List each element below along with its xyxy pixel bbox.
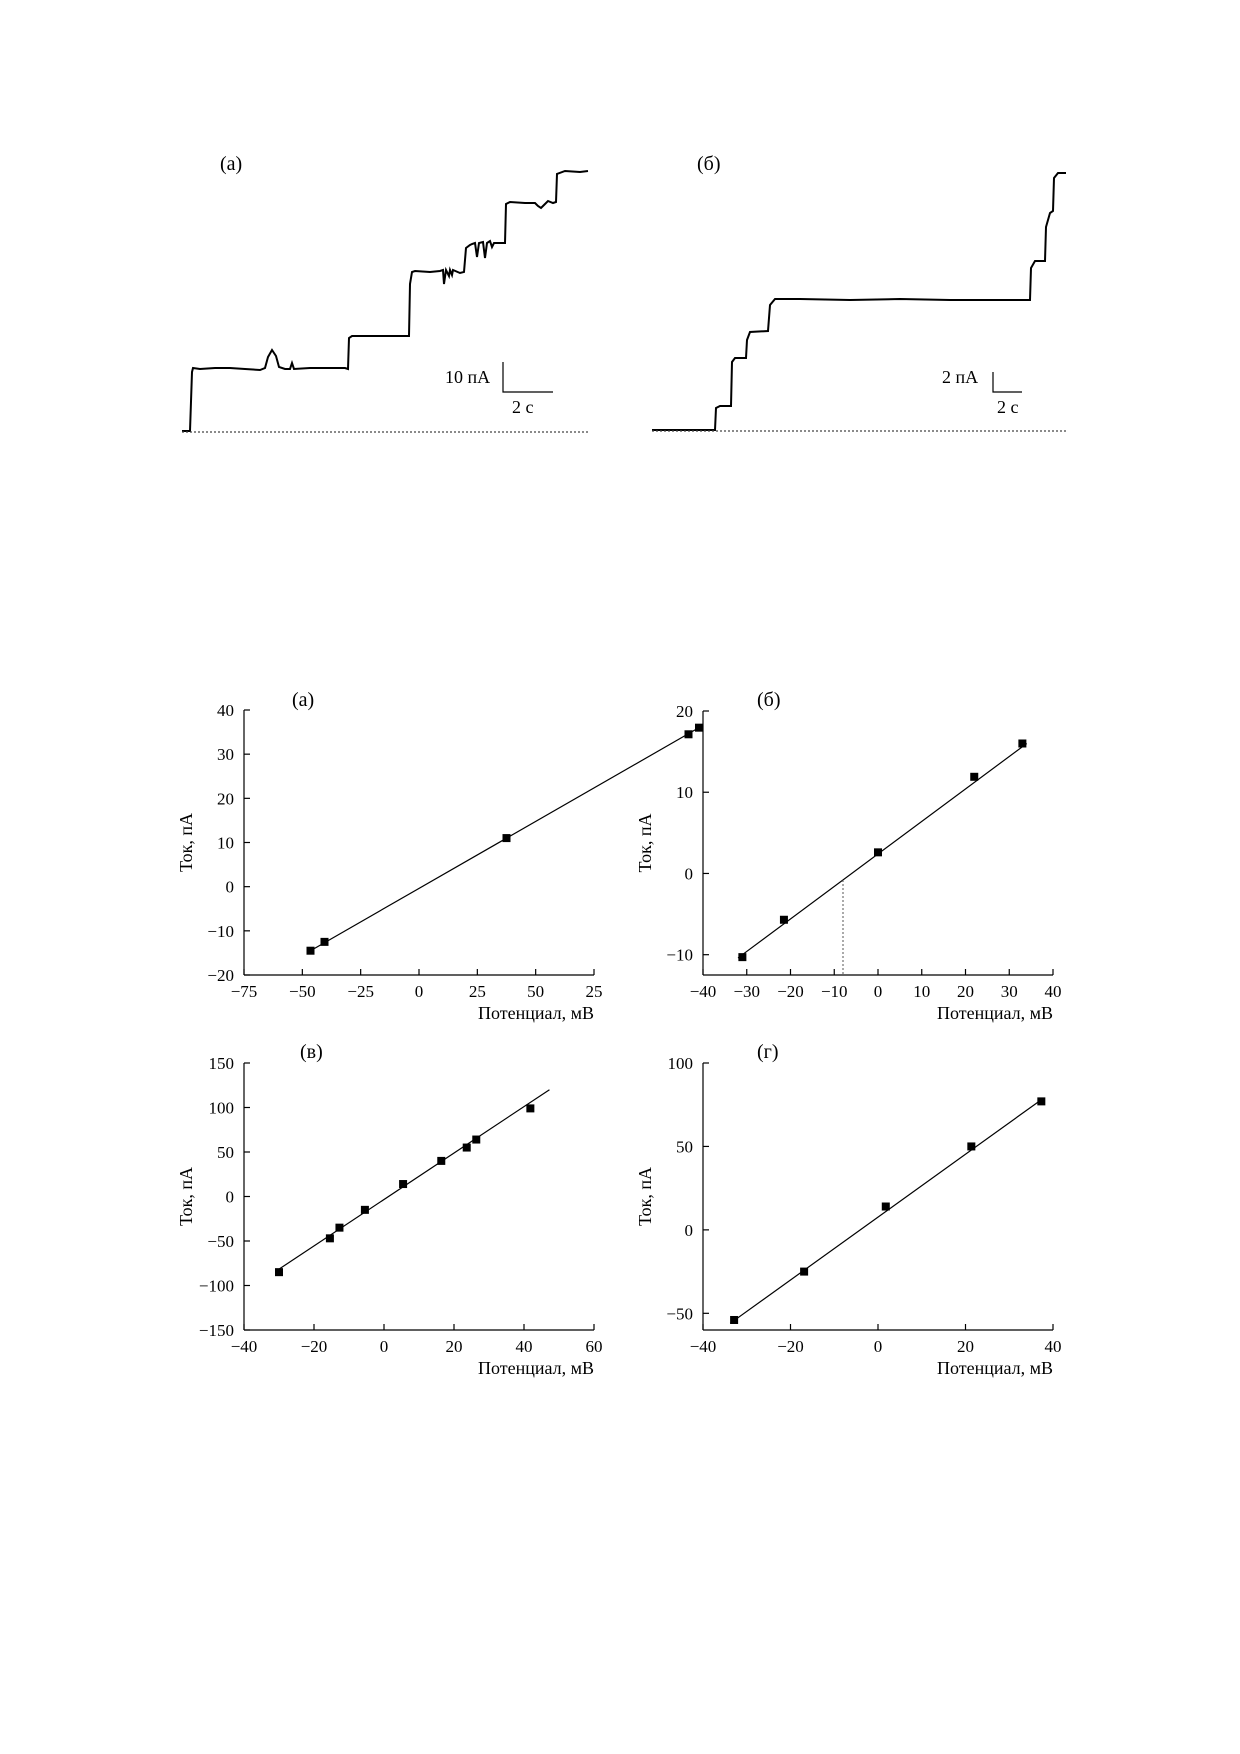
iv-chart-d — [635, 1041, 1062, 1378]
chart-3-x-tick-label: 0 — [873, 1337, 883, 1356]
chart-3-y-label: Ток, пА — [635, 1166, 655, 1227]
chart-2-data-point — [399, 1180, 407, 1188]
trace-a-scale-bar — [503, 362, 553, 392]
chart-0-panel-label: (а) — [292, 689, 315, 711]
trace-b-scale-bar — [993, 372, 1022, 392]
chart-3-x-tick-label: −20 — [777, 1337, 804, 1356]
chart-0-y-tick-label: 40 — [217, 701, 234, 720]
chart-3-data-point — [882, 1203, 890, 1211]
chart-3-y-tick-label: 100 — [667, 1054, 693, 1073]
chart-2-data-point — [472, 1136, 480, 1144]
trace-a-scale-current: 10 пА — [445, 367, 491, 387]
chart-0-x-tick-label: 25 — [468, 982, 486, 1001]
chart-1-data-point — [970, 773, 978, 781]
chart-0-y-label: Ток, пА — [176, 812, 196, 873]
chart-2-data-point — [361, 1206, 369, 1214]
chart-2-x-tick-label: 0 — [379, 1337, 389, 1356]
chart-1-fit-line — [738, 743, 1027, 957]
iv-chart-b — [635, 689, 1062, 1023]
chart-2-y-tick-label: 100 — [208, 1098, 234, 1118]
chart-0-y-tick-label: −10 — [207, 921, 234, 941]
chart-3-y-tick-label: −50 — [666, 1304, 693, 1324]
chart-3-y-tick-label: 50 — [676, 1137, 693, 1157]
chart-2-x-tick-label: 20 — [445, 1337, 463, 1356]
chart-2-data-point — [335, 1224, 343, 1232]
chart-2-x-tick-label: −40 — [230, 1337, 258, 1356]
chart-3-panel-label: (г) — [757, 1041, 779, 1063]
chart-3-x-tick-label: −40 — [689, 1337, 717, 1356]
chart-3-fit-line — [730, 1100, 1041, 1324]
chart-1-x-tick-label: 40 — [1044, 982, 1062, 1001]
chart-0-y-tick-label: 10 — [217, 833, 234, 853]
chart-0-x-tick-label: −50 — [289, 982, 316, 1001]
trace-panel-b — [652, 153, 1066, 431]
chart-3-x-tick-label: 40 — [1044, 1337, 1062, 1356]
chart-2-data-point — [326, 1234, 334, 1242]
trace-panel-a — [182, 153, 588, 432]
chart-0-data-point — [685, 730, 693, 738]
chart-2-y-tick-label: 50 — [217, 1143, 234, 1162]
chart-0-data-point — [695, 724, 703, 732]
iv-chart-a — [176, 689, 703, 1023]
chart-2-data-point — [526, 1104, 534, 1112]
iv-chart-c — [176, 1041, 603, 1378]
chart-2-data-point — [275, 1268, 283, 1276]
chart-1-data-point — [780, 916, 788, 924]
chart-1-x-tick-label: −10 — [820, 982, 848, 1001]
chart-2-x-label: Потенциал, мВ — [477, 1358, 594, 1378]
chart-1-y-tick-label: 0 — [684, 864, 693, 884]
chart-1-x-tick-label: 0 — [873, 982, 883, 1001]
chart-3-data-point — [800, 1268, 808, 1276]
trace-b-scale-current: 2 пА — [942, 367, 979, 387]
chart-1-data-point — [1018, 739, 1026, 747]
trace-a-label: (а) — [220, 153, 243, 175]
trace-b-label: (б) — [697, 153, 721, 175]
chart-0-data-point — [321, 938, 329, 946]
chart-3-x-tick-label: 20 — [957, 1337, 974, 1356]
chart-1-x-tick-label: 20 — [957, 982, 974, 1001]
chart-1-x-tick-label: −20 — [777, 982, 804, 1001]
chart-3-x-label: Потенциал, мВ — [936, 1358, 1053, 1378]
chart-2-panel-label: (в) — [300, 1041, 323, 1063]
chart-1-x-tick-label: 10 — [913, 982, 931, 1001]
chart-2-y-tick-label: −50 — [207, 1232, 234, 1251]
chart-0-data-point — [307, 947, 315, 955]
chart-1-y-tick-label: −10 — [666, 945, 693, 965]
chart-3-data-point — [1037, 1097, 1045, 1105]
chart-2-x-tick-label: 60 — [585, 1337, 603, 1356]
chart-2-data-point — [463, 1144, 471, 1152]
chart-2-x-tick-label: 40 — [515, 1337, 533, 1356]
chart-2-data-point — [437, 1157, 445, 1165]
chart-2-y-label: Ток, пА — [176, 1166, 196, 1227]
chart-2-y-tick-label: 0 — [225, 1187, 234, 1207]
chart-0-x-label: Потенциал, мВ — [477, 1003, 594, 1023]
chart-1-x-tick-label: −40 — [689, 982, 717, 1001]
chart-0-y-tick-label: 0 — [225, 877, 234, 897]
chart-3-data-point — [967, 1142, 975, 1150]
chart-1-y-label: Ток, пА — [635, 813, 655, 873]
trace-a-scale-time: 2 с — [512, 397, 534, 417]
chart-1-x-tick-label: 30 — [1000, 982, 1018, 1001]
chart-2-fit-line — [276, 1090, 550, 1272]
trace-b-scale-time: 2 с — [997, 397, 1019, 417]
chart-3-data-point — [730, 1316, 738, 1324]
chart-2-y-tick-label: 150 — [208, 1054, 234, 1073]
chart-0-y-tick-label: −20 — [207, 966, 234, 985]
chart-2-x-tick-label: −20 — [300, 1337, 328, 1356]
chart-0-x-tick-label: −25 — [347, 982, 374, 1001]
chart-1-x-tick-label: −30 — [733, 982, 761, 1001]
chart-1-x-label: Потенциал, мВ — [936, 1003, 1053, 1023]
chart-1-y-tick-label: 20 — [676, 702, 693, 721]
chart-0-x-tick-label: −75 — [230, 982, 258, 1001]
chart-1-panel-label: (б) — [757, 689, 781, 711]
chart-2-y-tick-label: −100 — [198, 1276, 234, 1296]
chart-2-y-tick-label: −150 — [198, 1321, 234, 1340]
chart-1-data-point — [738, 953, 746, 961]
chart-0-x-tick-label: 0 — [414, 982, 424, 1001]
chart-0-y-tick-label: 20 — [217, 789, 234, 809]
chart-0-data-point — [503, 834, 511, 842]
chart-1-data-point — [874, 848, 882, 856]
chart-3-y-tick-label: 0 — [684, 1220, 693, 1240]
chart-1-y-tick-label: 10 — [676, 783, 693, 803]
chart-0-x-tick-label: 50 — [527, 982, 545, 1001]
chart-0-x-tick-label: 25 — [585, 982, 603, 1001]
chart-0-y-tick-label: 30 — [217, 745, 234, 765]
